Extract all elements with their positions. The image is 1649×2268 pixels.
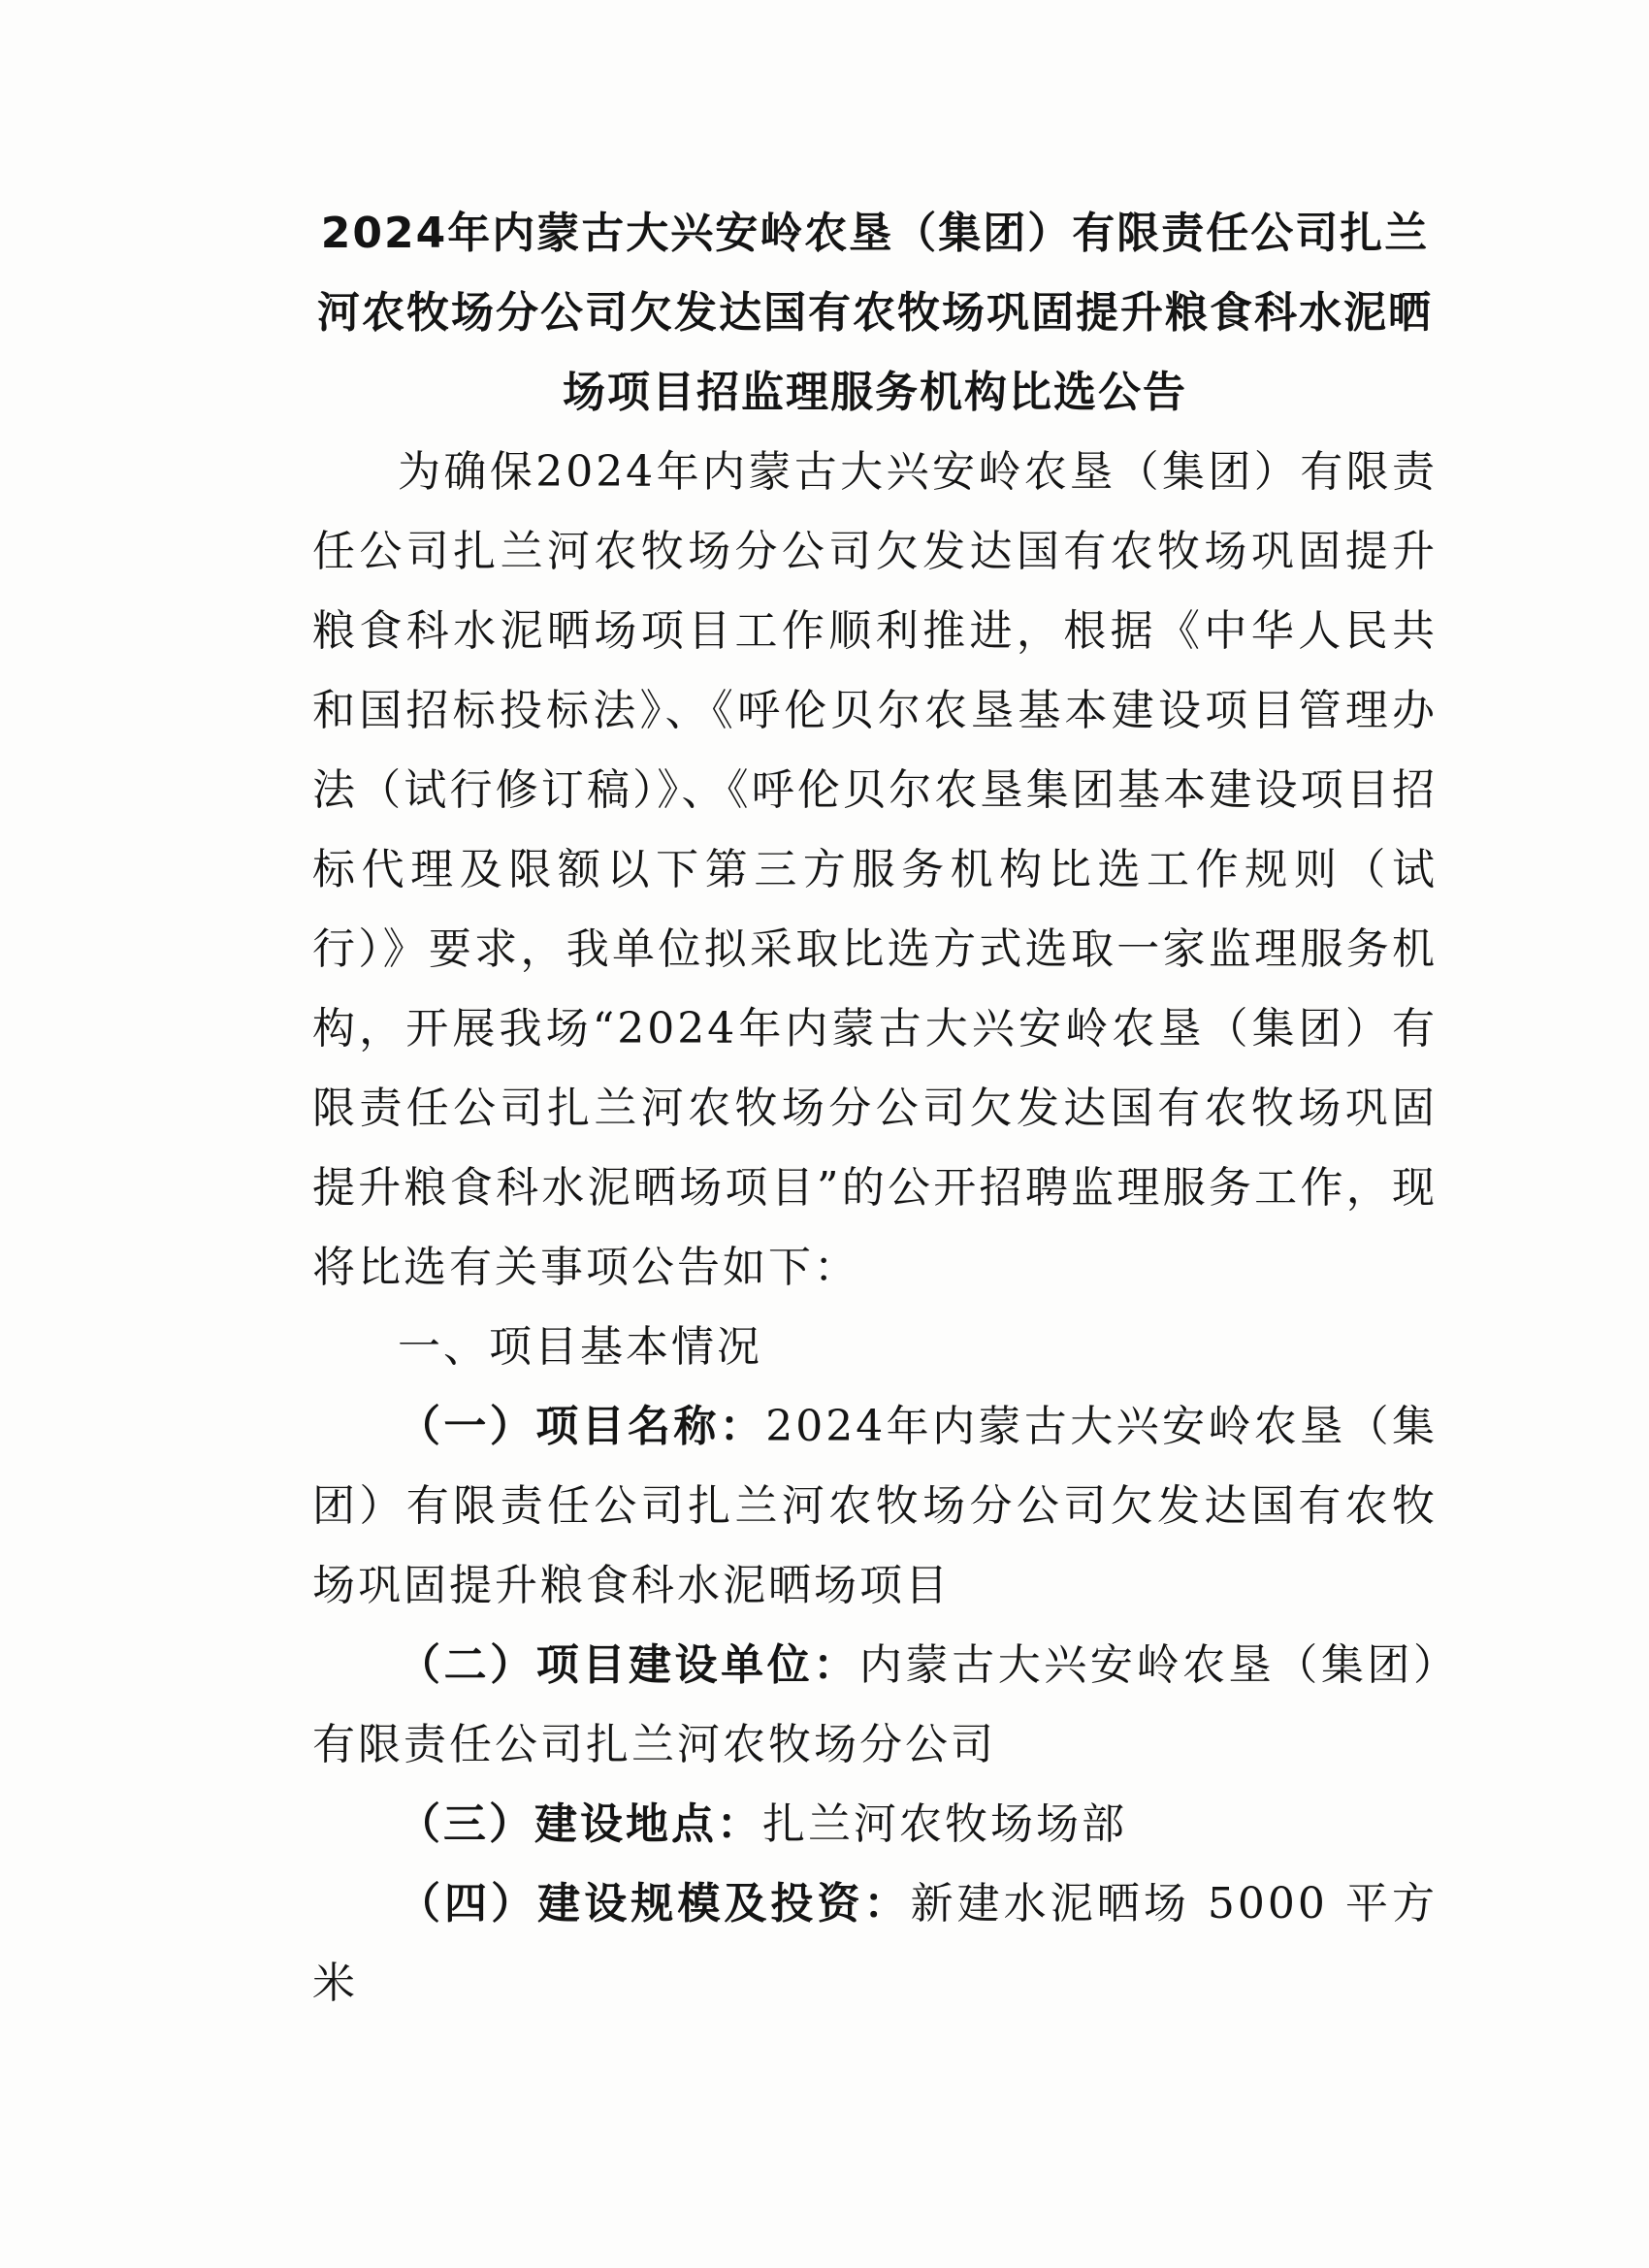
construction-unit-item (312, 1626, 1438, 1785)
item-value: 2024年内蒙古大兴安岭农垦（集团）有限责任公司扎兰河农牧场分公司欠发达国有农牧场巩固提升粮食科水泥晒场项目 (312, 1402, 1439, 1610)
intro-paragraph: 为确保2024年内蒙古大兴安岭农垦（集团）有限责任公司扎兰河农牧场分公司欠发达国有农牧场巩固提升粮食科水泥晒场项目工作顺利推进，根据《中华人民共和国招标投标法》、《呼伦贝尔农垦基本建设项目管理办法（试行修订稿）》、《呼伦贝尔农垦集团基本建设项目招标代理及限额以下第三方服务机构比选工作规则（试行）》要求，我单位拟采取比选方式选取一家监理服务机构，开展我场“2024年内蒙古大兴安岭农垦（集团）有限责任公司扎兰河农牧场分公司欠发达国有农牧场巩固提升粮食科水泥晒场项目”的公开招聘监理服务工作，现将比选有关事项公告如下： (312, 447, 1438, 1292)
item-label: （三）建设地点： (398, 1799, 762, 1849)
project-name-item (312, 1387, 1438, 1626)
scale-investment-item (312, 1864, 1438, 2024)
item-label: （二）项目建设单位： (398, 1640, 859, 1690)
item-value: 新建水泥晒场 5000 平方米 (312, 1879, 1438, 2008)
document-body (312, 194, 1438, 2024)
construction-site-item (312, 1785, 1438, 1864)
document-title: 2024年内蒙古大兴安岭农垦（集团）有限责任公司扎兰河农牧场分公司欠发达国有农牧场巩固提升粮食科水泥晒场项目招监理服务机构比选公告 (317, 209, 1433, 417)
item-label: （四）建设规模及投资： (398, 1879, 911, 1928)
item-label: （一）项目名称： (398, 1402, 766, 1451)
item-value: 内蒙古大兴安岭农垦（集团）有限责任公司扎兰河农牧场分公司 (312, 1640, 1439, 1769)
section-heading: 一、项目基本情况 (398, 1322, 762, 1372)
item-value: 扎兰河农牧场场部 (762, 1799, 1127, 1849)
